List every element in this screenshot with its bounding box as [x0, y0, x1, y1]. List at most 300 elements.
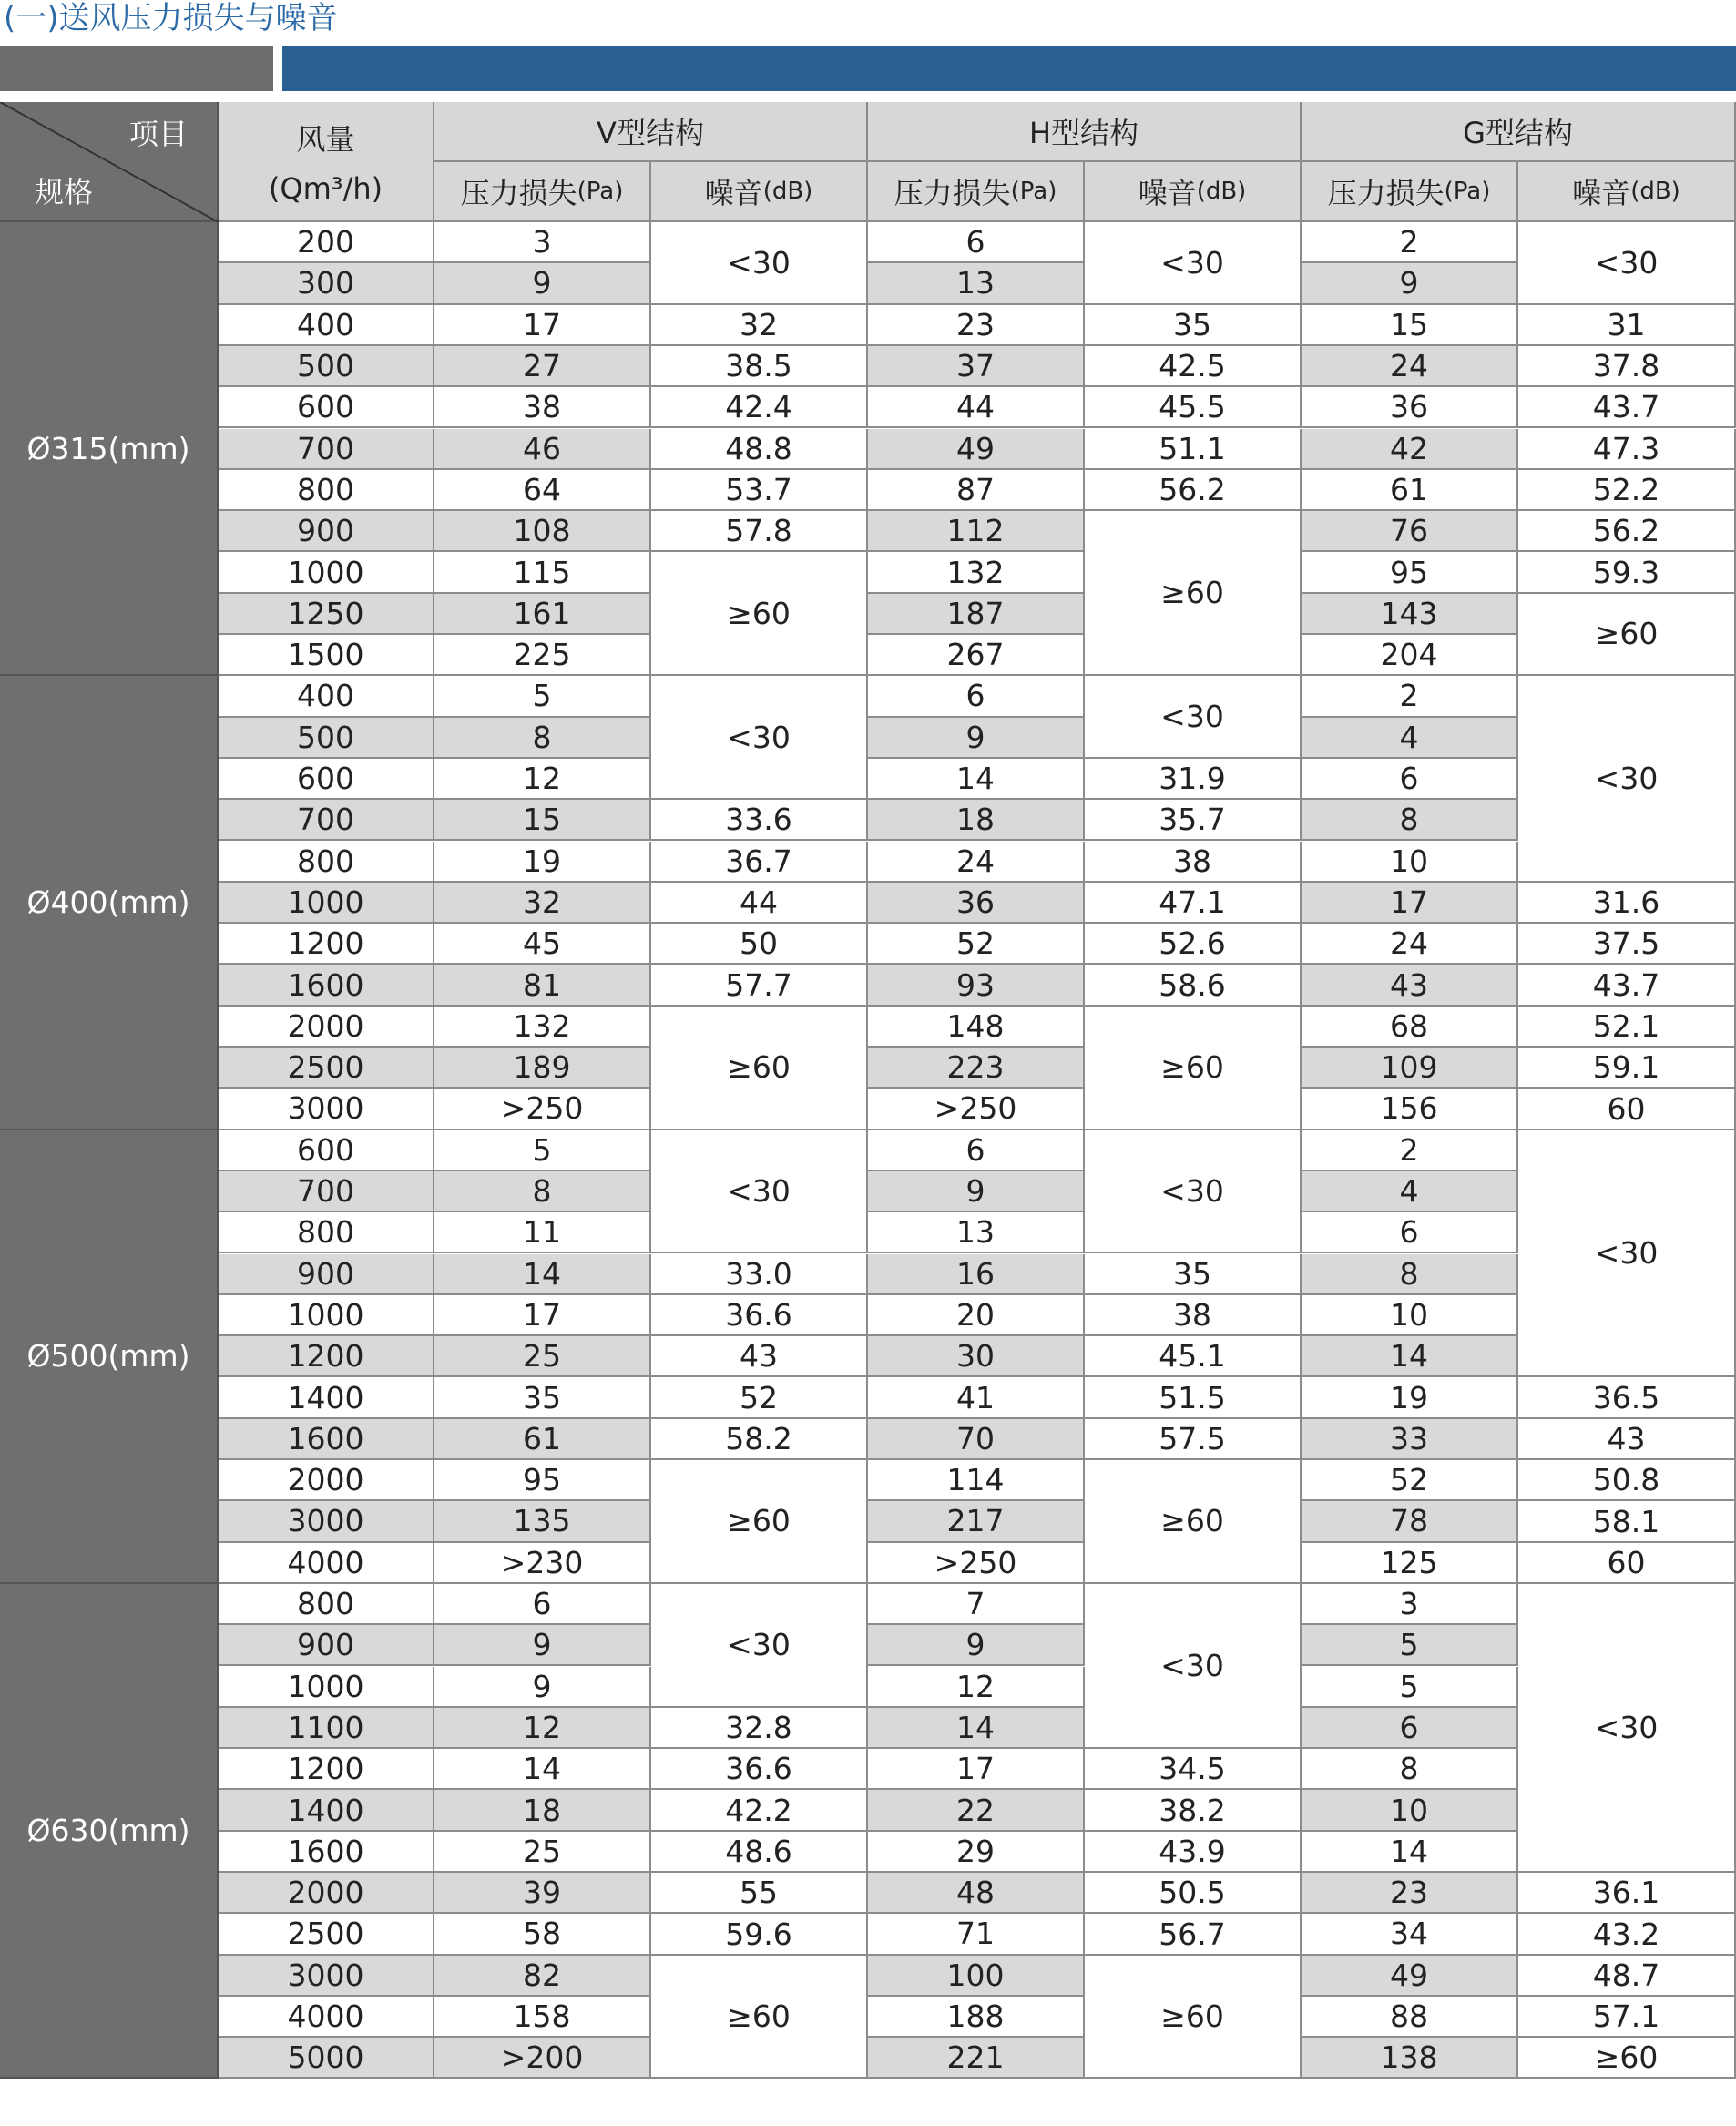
v-noise-cell: 36.6: [651, 1295, 868, 1336]
v-pressure-cell: 64: [434, 470, 651, 511]
v-noise-cell: 42.4: [651, 387, 868, 428]
g-noise-cell: 47.3: [1518, 429, 1736, 470]
g-pressure-cell: 24: [1302, 924, 1518, 965]
h-pressure-cell: 148: [868, 1007, 1085, 1048]
v-noise-cell: ≥60: [651, 552, 868, 676]
v-pressure-cell: 25: [434, 1336, 651, 1377]
h-pressure-cell: 36: [868, 883, 1085, 924]
g-pressure-cell: 204: [1302, 635, 1518, 676]
v-pressure-cell: 158: [434, 1997, 651, 2038]
pressure-header-h: [868, 162, 1085, 222]
v-noise-cell: ≥60: [651, 1007, 868, 1130]
h-pressure-cell: 9: [868, 718, 1085, 759]
v-pressure-cell: >250: [434, 1089, 651, 1129]
g-pressure-cell: 76: [1302, 511, 1518, 552]
airflow-cell: 3000: [219, 1089, 434, 1129]
h-pressure-cell: 14: [868, 759, 1085, 800]
airflow-unit: (Qm³/h): [268, 171, 383, 206]
v-noise-cell: <30: [651, 1584, 868, 1708]
pressure-label: 压力损失: [460, 176, 577, 210]
g-noise-cell: <30: [1518, 222, 1736, 305]
spec-header: 规格: [35, 175, 94, 210]
header-band-gray: [0, 46, 273, 91]
g-pressure-cell: 109: [1302, 1048, 1518, 1089]
v-noise-cell: ≥60: [651, 1956, 868, 2080]
h-pressure-cell: 9: [868, 1171, 1085, 1212]
g-pressure-cell: 24: [1302, 346, 1518, 387]
h-pressure-cell: 217: [868, 1501, 1085, 1542]
h-noise-cell: ≥60: [1085, 1956, 1302, 2080]
airflow-cell: 600: [219, 387, 434, 428]
v-pressure-cell: 6: [434, 1584, 651, 1625]
g-pressure-cell: 6: [1302, 1708, 1518, 1749]
v-pressure-cell: 38: [434, 387, 651, 428]
h-pressure-cell: 13: [868, 1212, 1085, 1253]
noise-header-h: [1085, 162, 1302, 222]
group-header-v: V型结构: [434, 102, 868, 162]
v-noise-cell: 58.2: [651, 1419, 868, 1460]
v-pressure-cell: 9: [434, 1667, 651, 1708]
g-pressure-cell: 14: [1302, 1336, 1518, 1377]
h-noise-cell: 43.9: [1085, 1832, 1302, 1873]
h-pressure-cell: 22: [868, 1790, 1085, 1831]
h-pressure-cell: 71: [868, 1914, 1085, 1955]
h-pressure-cell: 44: [868, 387, 1085, 428]
airflow-cell: 700: [219, 429, 434, 470]
h-pressure-cell: 20: [868, 1295, 1085, 1336]
h-noise-cell: <30: [1085, 676, 1302, 759]
page-title: (一)送风压力损失与噪音: [4, 0, 338, 36]
h-noise-cell: <30: [1085, 1130, 1302, 1254]
h-noise-cell: ≥60: [1085, 511, 1302, 676]
h-noise-cell: 35.7: [1085, 800, 1302, 841]
g-pressure-cell: 2: [1302, 1130, 1518, 1171]
v-pressure-cell: 61: [434, 1419, 651, 1460]
v-pressure-cell: 225: [434, 635, 651, 676]
airflow-cell: 700: [219, 800, 434, 841]
v-noise-cell: 33.0: [651, 1254, 868, 1295]
h-noise-cell: 38.2: [1085, 1790, 1302, 1831]
h-noise-cell: ≥60: [1085, 1007, 1302, 1130]
v-noise-cell: 57.8: [651, 511, 868, 552]
g-pressure-cell: 43: [1302, 965, 1518, 1006]
v-noise-cell: 59.6: [651, 1914, 868, 1955]
v-noise-cell: 52: [651, 1377, 868, 1418]
v-noise-cell: 38.5: [651, 346, 868, 387]
g-noise-cell: 60: [1518, 1089, 1736, 1129]
airflow-cell: 2500: [219, 1914, 434, 1955]
h-pressure-cell: 9: [868, 1625, 1085, 1666]
h-noise-cell: 42.5: [1085, 346, 1302, 387]
pressure-unit: (Pa): [1444, 178, 1491, 205]
airflow-cell: 1000: [219, 552, 434, 593]
g-noise-cell: 60: [1518, 1543, 1736, 1584]
v-pressure-cell: 135: [434, 1501, 651, 1542]
airflow-cell: 800: [219, 842, 434, 883]
g-pressure-cell: 5: [1302, 1625, 1518, 1666]
g-pressure-cell: 33: [1302, 1419, 1518, 1460]
noise-label: 噪音: [1572, 176, 1631, 210]
g-noise-cell: 57.1: [1518, 1997, 1736, 2038]
h-pressure-cell: 7: [868, 1584, 1085, 1625]
h-pressure-cell: 93: [868, 965, 1085, 1006]
g-pressure-cell: 5: [1302, 1667, 1518, 1708]
v-pressure-cell: 82: [434, 1956, 651, 1997]
airflow-cell: 5000: [219, 2038, 434, 2079]
noise-unit: (dB): [762, 178, 813, 205]
g-pressure-cell: 68: [1302, 1007, 1518, 1048]
airflow-cell: 4000: [219, 1543, 434, 1584]
airflow-cell: 300: [219, 263, 434, 304]
airflow-cell: 800: [219, 470, 434, 511]
h-noise-cell: 58.6: [1085, 965, 1302, 1006]
header-band-blue: [282, 46, 1736, 91]
h-noise-cell: 47.1: [1085, 883, 1302, 924]
g-noise-cell: 43: [1518, 1419, 1736, 1460]
h-pressure-cell: 29: [868, 1832, 1085, 1873]
g-pressure-cell: 19: [1302, 1377, 1518, 1418]
g-pressure-cell: 49: [1302, 1956, 1518, 1997]
pressure-unit: (Pa): [1010, 178, 1057, 205]
h-pressure-cell: 14: [868, 1708, 1085, 1749]
airflow-cell: 2500: [219, 1048, 434, 1089]
g-pressure-cell: 36: [1302, 387, 1518, 428]
noise-header-v: [651, 162, 868, 222]
g-noise-cell: 43.7: [1518, 387, 1736, 428]
airflow-cell: 1200: [219, 924, 434, 965]
v-pressure-cell: 8: [434, 1171, 651, 1212]
group-header-g: G型结构: [1302, 102, 1736, 162]
noise-label: 噪音: [704, 176, 763, 210]
g-pressure-cell: 42: [1302, 429, 1518, 470]
airflow-cell: 600: [219, 759, 434, 800]
v-noise-cell: 55: [651, 1873, 868, 1914]
g-noise-cell: <30: [1518, 1130, 1736, 1378]
airflow-cell: 2000: [219, 1460, 434, 1501]
h-pressure-cell: 17: [868, 1749, 1085, 1790]
airflow-cell: 2000: [219, 1007, 434, 1048]
v-noise-cell: 57.7: [651, 965, 868, 1006]
g-pressure-cell: 3: [1302, 1584, 1518, 1625]
noise-label: 噪音: [1138, 176, 1197, 210]
v-pressure-cell: 11: [434, 1212, 651, 1253]
airflow-cell: 400: [219, 305, 434, 346]
h-pressure-cell: 18: [868, 800, 1085, 841]
corner-header-cell: [0, 102, 219, 222]
h-pressure-cell: 188: [868, 1997, 1085, 2038]
airflow-cell: 800: [219, 1212, 434, 1253]
airflow-cell: 500: [219, 346, 434, 387]
g-noise-cell: 59.3: [1518, 552, 1736, 593]
pressure-noise-table: [0, 102, 1736, 2087]
v-pressure-cell: >230: [434, 1543, 651, 1584]
airflow-cell: 1100: [219, 1708, 434, 1749]
v-pressure-cell: 17: [434, 1295, 651, 1336]
g-pressure-cell: 10: [1302, 1790, 1518, 1831]
h-noise-cell: 45.1: [1085, 1336, 1302, 1377]
h-noise-cell: ≥60: [1085, 1460, 1302, 1584]
g-noise-cell: 43.2: [1518, 1914, 1736, 1955]
g-noise-cell: 37.5: [1518, 924, 1736, 965]
h-pressure-cell: 223: [868, 1048, 1085, 1089]
v-pressure-cell: 18: [434, 1790, 651, 1831]
noise-unit: (dB): [1630, 178, 1680, 205]
airflow-cell: 1400: [219, 1790, 434, 1831]
airflow-cell: 3000: [219, 1956, 434, 1997]
item-header: 项目: [128, 117, 188, 151]
h-noise-cell: 38: [1085, 1295, 1302, 1336]
h-noise-cell: <30: [1085, 222, 1302, 305]
airflow-cell: 1000: [219, 883, 434, 924]
v-pressure-cell: 5: [434, 1130, 651, 1171]
v-noise-cell: 32: [651, 305, 868, 346]
g-noise-cell: ≥60: [1518, 2038, 1736, 2079]
v-noise-cell: 50: [651, 924, 868, 965]
h-noise-cell: 45.5: [1085, 387, 1302, 428]
h-noise-cell: 56.2: [1085, 470, 1302, 511]
h-pressure-cell: 49: [868, 429, 1085, 470]
airflow-cell: 1250: [219, 594, 434, 635]
g-noise-cell: 59.1: [1518, 1048, 1736, 1089]
g-pressure-cell: 34: [1302, 1914, 1518, 1955]
airflow-cell: 900: [219, 511, 434, 552]
v-pressure-cell: 9: [434, 1625, 651, 1666]
h-pressure-cell: 187: [868, 594, 1085, 635]
pressure-header-v: [434, 162, 651, 222]
h-pressure-cell: 41: [868, 1377, 1085, 1418]
spec-cell: Ø500(mm): [0, 1130, 219, 1584]
v-pressure-cell: 19: [434, 842, 651, 883]
pressure-header-g: [1302, 162, 1518, 222]
airflow-cell: 600: [219, 1130, 434, 1171]
h-pressure-cell: 112: [868, 511, 1085, 552]
g-pressure-cell: 23: [1302, 1873, 1518, 1914]
h-pressure-cell: 221: [868, 2038, 1085, 2079]
h-pressure-cell: 6: [868, 676, 1085, 717]
airflow-cell: 900: [219, 1254, 434, 1295]
g-noise-cell: <30: [1518, 676, 1736, 883]
h-noise-cell: 35: [1085, 1254, 1302, 1295]
h-noise-cell: 57.5: [1085, 1419, 1302, 1460]
h-noise-cell: 56.7: [1085, 1914, 1302, 1955]
spec-cell: Ø630(mm): [0, 1584, 219, 2080]
g-pressure-cell: 6: [1302, 759, 1518, 800]
g-noise-cell: 52.2: [1518, 470, 1736, 511]
h-pressure-cell: 48: [868, 1873, 1085, 1914]
v-pressure-cell: 5: [434, 676, 651, 717]
v-pressure-cell: 14: [434, 1254, 651, 1295]
g-pressure-cell: 15: [1302, 305, 1518, 346]
g-pressure-cell: 61: [1302, 470, 1518, 511]
v-pressure-cell: 12: [434, 1708, 651, 1749]
v-pressure-cell: 8: [434, 718, 651, 759]
g-noise-cell: ≥60: [1518, 594, 1736, 677]
g-pressure-cell: 4: [1302, 1171, 1518, 1212]
g-noise-cell: 58.1: [1518, 1501, 1736, 1542]
h-noise-cell: <30: [1085, 1584, 1302, 1749]
airflow-cell: 2000: [219, 1873, 434, 1914]
noise-header-g: [1518, 162, 1736, 222]
v-pressure-cell: 35: [434, 1377, 651, 1418]
v-pressure-cell: 39: [434, 1873, 651, 1914]
v-pressure-cell: 189: [434, 1048, 651, 1089]
h-pressure-cell: >250: [868, 1543, 1085, 1584]
h-pressure-cell: >250: [868, 1089, 1085, 1129]
h-pressure-cell: 12: [868, 1667, 1085, 1708]
airflow-cell: 500: [219, 718, 434, 759]
v-noise-cell: 33.6: [651, 800, 868, 841]
airflow-cell: 900: [219, 1625, 434, 1666]
h-pressure-cell: 267: [868, 635, 1085, 676]
g-pressure-cell: 8: [1302, 800, 1518, 841]
g-pressure-cell: 17: [1302, 883, 1518, 924]
v-noise-cell: 48.6: [651, 1832, 868, 1873]
g-pressure-cell: 95: [1302, 552, 1518, 593]
g-pressure-cell: 6: [1302, 1212, 1518, 1253]
spec-cell: Ø315(mm): [0, 222, 219, 676]
v-noise-cell: <30: [651, 1130, 868, 1254]
g-pressure-cell: 8: [1302, 1254, 1518, 1295]
airflow-cell: 700: [219, 1171, 434, 1212]
airflow-cell: 3000: [219, 1501, 434, 1542]
airflow-cell: 400: [219, 676, 434, 717]
h-noise-cell: 51.1: [1085, 429, 1302, 470]
group-header-h: H型结构: [868, 102, 1302, 162]
v-noise-cell: 53.7: [651, 470, 868, 511]
v-pressure-cell: 95: [434, 1460, 651, 1501]
g-noise-cell: 36.1: [1518, 1873, 1736, 1914]
pressure-unit: (Pa): [577, 178, 624, 205]
v-pressure-cell: 115: [434, 552, 651, 593]
v-pressure-cell: 9: [434, 263, 651, 304]
g-pressure-cell: 78: [1302, 1501, 1518, 1542]
spec-cell: Ø400(mm): [0, 676, 219, 1129]
v-pressure-cell: >200: [434, 2038, 651, 2079]
v-pressure-cell: 3: [434, 222, 651, 263]
g-pressure-cell: 52: [1302, 1460, 1518, 1501]
h-pressure-cell: 87: [868, 470, 1085, 511]
g-noise-cell: 31.6: [1518, 883, 1736, 924]
v-pressure-cell: 81: [434, 965, 651, 1006]
airflow-cell: 1000: [219, 1667, 434, 1708]
g-pressure-cell: 9: [1302, 263, 1518, 304]
g-noise-cell: <30: [1518, 1584, 1736, 1873]
v-pressure-cell: 32: [434, 883, 651, 924]
v-noise-cell: 32.8: [651, 1708, 868, 1749]
g-noise-cell: 52.1: [1518, 1007, 1736, 1048]
g-pressure-cell: 125: [1302, 1543, 1518, 1584]
g-pressure-cell: 88: [1302, 1997, 1518, 2038]
g-pressure-cell: 4: [1302, 718, 1518, 759]
h-noise-cell: 31.9: [1085, 759, 1302, 800]
h-noise-cell: 51.5: [1085, 1377, 1302, 1418]
airflow-label: 风量: [296, 122, 355, 157]
h-noise-cell: 52.6: [1085, 924, 1302, 965]
airflow-cell: 1000: [219, 1295, 434, 1336]
v-pressure-cell: 161: [434, 594, 651, 635]
h-pressure-cell: 13: [868, 263, 1085, 304]
airflow-cell: 1200: [219, 1336, 434, 1377]
noise-unit: (dB): [1196, 178, 1247, 205]
h-pressure-cell: 37: [868, 346, 1085, 387]
airflow-cell: 4000: [219, 1997, 434, 2038]
v-pressure-cell: 58: [434, 1914, 651, 1955]
pressure-label: 压力损失: [1327, 176, 1445, 210]
v-noise-cell: 43: [651, 1336, 868, 1377]
h-noise-cell: 35: [1085, 305, 1302, 346]
g-noise-cell: 36.5: [1518, 1377, 1736, 1418]
h-pressure-cell: 24: [868, 842, 1085, 883]
v-pressure-cell: 15: [434, 800, 651, 841]
h-pressure-cell: 30: [868, 1336, 1085, 1377]
v-pressure-cell: 27: [434, 346, 651, 387]
airflow-cell: 1400: [219, 1377, 434, 1418]
v-noise-cell: 44: [651, 883, 868, 924]
v-pressure-cell: 17: [434, 305, 651, 346]
v-noise-cell: 36.7: [651, 842, 868, 883]
h-noise-cell: 38: [1085, 842, 1302, 883]
v-pressure-cell: 14: [434, 1749, 651, 1790]
h-noise-cell: 50.5: [1085, 1873, 1302, 1914]
g-noise-cell: 37.8: [1518, 346, 1736, 387]
v-pressure-cell: 25: [434, 1832, 651, 1873]
airflow-cell: 1600: [219, 1832, 434, 1873]
airflow-cell: 1600: [219, 1419, 434, 1460]
v-pressure-cell: 108: [434, 511, 651, 552]
airflow-cell: 1600: [219, 965, 434, 1006]
g-pressure-cell: 8: [1302, 1749, 1518, 1790]
airflow-cell: 1500: [219, 635, 434, 676]
h-pressure-cell: 70: [868, 1419, 1085, 1460]
g-pressure-cell: 143: [1302, 594, 1518, 635]
airflow-cell: 200: [219, 222, 434, 263]
pressure-label: 压力损失: [894, 176, 1011, 210]
g-pressure-cell: 14: [1302, 1832, 1518, 1873]
v-pressure-cell: 12: [434, 759, 651, 800]
v-pressure-cell: 46: [434, 429, 651, 470]
h-pressure-cell: 114: [868, 1460, 1085, 1501]
g-pressure-cell: 10: [1302, 1295, 1518, 1336]
v-pressure-cell: 132: [434, 1007, 651, 1048]
g-pressure-cell: 10: [1302, 842, 1518, 883]
airflow-header: [219, 102, 434, 222]
g-pressure-cell: 2: [1302, 222, 1518, 263]
g-noise-cell: 31: [1518, 305, 1736, 346]
g-noise-cell: 43.7: [1518, 965, 1736, 1006]
v-noise-cell: 42.2: [651, 1790, 868, 1831]
h-pressure-cell: 100: [868, 1956, 1085, 1997]
h-pressure-cell: 52: [868, 924, 1085, 965]
g-pressure-cell: 138: [1302, 2038, 1518, 2079]
v-pressure-cell: 45: [434, 924, 651, 965]
h-pressure-cell: 132: [868, 552, 1085, 593]
g-noise-cell: 56.2: [1518, 511, 1736, 552]
g-pressure-cell: 2: [1302, 676, 1518, 717]
h-pressure-cell: 6: [868, 222, 1085, 263]
airflow-cell: 800: [219, 1584, 434, 1625]
h-pressure-cell: 23: [868, 305, 1085, 346]
g-pressure-cell: 156: [1302, 1089, 1518, 1129]
g-noise-cell: 50.8: [1518, 1460, 1736, 1501]
h-pressure-cell: 16: [868, 1254, 1085, 1295]
h-pressure-cell: 6: [868, 1130, 1085, 1171]
v-noise-cell: <30: [651, 676, 868, 800]
v-noise-cell: <30: [651, 222, 868, 305]
v-noise-cell: 48.8: [651, 429, 868, 470]
v-noise-cell: 36.6: [651, 1749, 868, 1790]
g-noise-cell: 48.7: [1518, 1956, 1736, 1997]
airflow-cell: 1200: [219, 1749, 434, 1790]
